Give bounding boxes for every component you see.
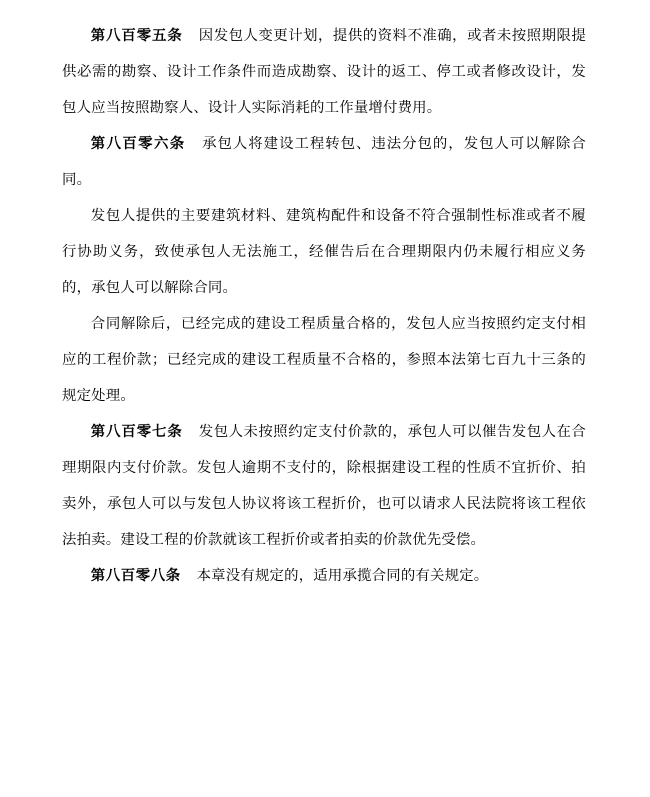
paragraph-text: 本章没有规定的，适用承揽合同的有关规定。 <box>196 568 489 584</box>
paragraph-article-807 <box>62 414 586 558</box>
document-body <box>62 18 586 594</box>
paragraph-text: 发包人提供的主要建筑材料、建筑构配件和设备不符合强制性标准或者不履行协助义务，致使承包人无法施工，经催告后在合理期限内仍未履行相应义务的，承包人可以解除合同。 <box>62 208 586 296</box>
article-number: 第八百零五条 <box>90 27 183 44</box>
article-number: 第八百零七条 <box>90 423 183 440</box>
paragraph-article-806 <box>62 126 586 198</box>
article-number: 第八百零六条 <box>90 135 186 152</box>
paragraph-article-808 <box>62 558 586 594</box>
paragraph-text: 因发包人变更计划，提供的资料不准确，或者未按照期限提供必需的勘察、设计工作条件而造成勘察、设计的返工、停工或者修改设计，发包人应当按照勘察人、设计人实际消耗的工作量增付费用。 <box>62 28 587 116</box>
paragraph-text: 承包人将建设工程转包、违法分包的，发包人可以解除合同。 <box>62 136 586 188</box>
article-number: 第八百零八条 <box>90 567 181 584</box>
paragraph-text: 合同解除后，已经完成的建设工程质量合格的，发包人应当按照约定支付相应的工程价款；已经完成的建设工程质量不合格的，参照本法第七百九十三条的规定处理。 <box>62 316 586 404</box>
paragraph-article-806-p3 <box>62 306 586 414</box>
paragraph-text: 发包人未按照约定支付价款的，承包人可以催告发包人在合理期限内支付价款。发包人逾期不支付的，除根据建设工程的性质不宜折价、拍卖外，承包人可以与发包人协议将该工程折价，也可以请求人民法院将该工程依法拍卖。建设工程的价款就该工程折价或者拍卖的价款优先受偿。 <box>62 424 587 548</box>
paragraph-article-806-p2 <box>62 198 586 306</box>
paragraph-article-805 <box>62 18 586 126</box>
